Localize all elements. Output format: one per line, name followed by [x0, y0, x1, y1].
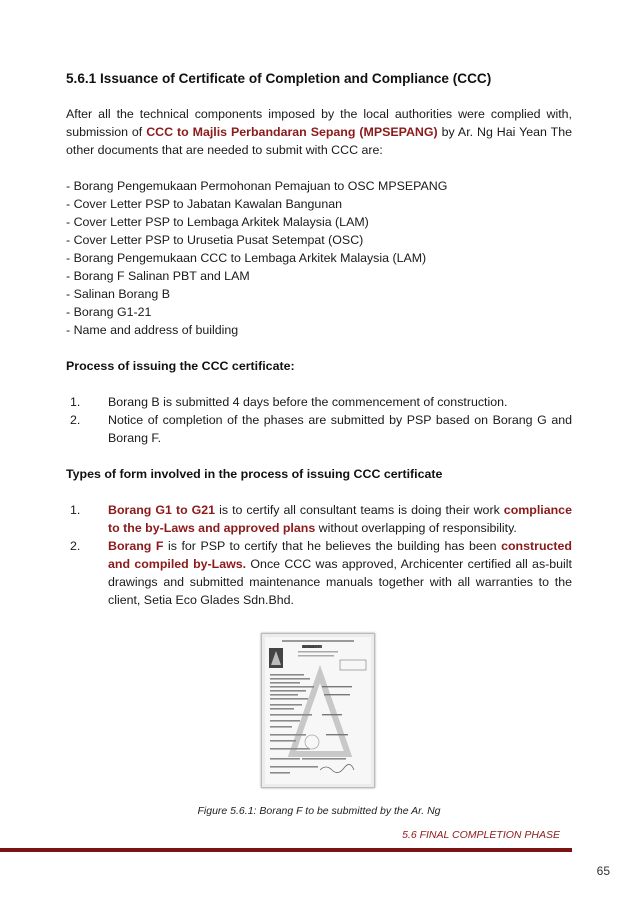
documents-list-item: - Salinan Borang B [66, 287, 171, 301]
item-text-part: is for PSP to certify that he believes the building has been [163, 539, 502, 553]
documents-list-item: - Borang Pengemukaan CCC to Lembaga Arkitek Malaysia (LAM) [66, 251, 427, 265]
item-text-part: Once CCC was approved, Archicenter certified all as-built drawings and submitted maintenance manuals together with all warranties to the client, Setia Eco Glades Sdn.Bhd. [108, 557, 572, 607]
form-name: Borang G1 to G21 [108, 503, 216, 517]
item-number: 2. [70, 539, 81, 553]
documents-list [66, 177, 572, 339]
intro-paragraph [66, 105, 572, 159]
item-text-part: without overlapping of responsibility. [315, 521, 517, 535]
item-text-part: is to certify all consultant teams is doing their work [215, 503, 504, 517]
borang-f-image [261, 633, 375, 788]
section-heading: 5.6.1 Issuance of Certificate of Completion and Compliance (CCC) [66, 71, 492, 86]
process-list-item [66, 393, 572, 411]
intro-text-2: by Ar. Ng Hai Yean The other documents that are needed to submit with CCC are: [66, 125, 572, 157]
footer-divider [0, 848, 572, 852]
page-content [66, 70, 572, 627]
figure-caption: Figure 5.6.1: Borang F to be submitted by the Ar. Ng [197, 805, 441, 817]
documents-list-item: - Cover Letter PSP to Jabatan Kawalan Bangunan [66, 197, 342, 211]
item-number: 2. [70, 413, 81, 427]
item-text [108, 537, 572, 609]
emphasis-text: compliance to the by-Laws and approved plans [108, 503, 572, 535]
process-list [66, 393, 572, 447]
intro-highlight: CCC to Majlis Perbandaran Sepang (MPSEPANG) [146, 125, 438, 139]
process-subheading: Process of issuing the CCC certificate: [66, 359, 295, 373]
emphasis-text: constructed and compiled by-Laws. [108, 539, 572, 571]
item-text: Notice of completion of the phases are submitted by PSP based on Borang G and Borang F. [108, 413, 572, 445]
page-number: 65 [596, 864, 610, 878]
process-list-item [66, 411, 572, 447]
item-text: Borang B is submitted 4 days before the commencement of construction. [108, 395, 508, 409]
documents-list-item: - Borang Pengemukaan Permohonan Pemajuan to OSC MPSEPANG [66, 179, 448, 193]
item-text [108, 501, 572, 537]
types-list [66, 501, 572, 609]
item-number: 1. [70, 395, 81, 409]
footer-section-title: 5.6 FINAL COMPLETION PHASE [402, 829, 560, 841]
scanned-form-illustration [262, 634, 374, 787]
form-name: Borang F [108, 539, 164, 553]
documents-list-item: - Borang G1-21 [66, 305, 152, 319]
types-list-item [66, 501, 572, 537]
documents-list-item: - Borang F Salinan PBT and LAM [66, 269, 250, 283]
types-subheading: Types of form involved in the process of issuing CCC certificate [66, 467, 443, 481]
documents-list-item: - Name and address of building [66, 323, 239, 337]
documents-list-item: - Cover Letter PSP to Lembaga Arkitek Malaysia (LAM) [66, 215, 369, 229]
types-list-item [66, 537, 572, 609]
intro-text-1: After all the technical components imposed by the local authorities were complied with, submission of [66, 107, 572, 139]
item-number: 1. [70, 503, 81, 517]
form-title: BORANG F [303, 645, 320, 649]
documents-list-item: - Cover Letter PSP to Urusetia Pusat Setempat (OSC) [66, 233, 364, 247]
